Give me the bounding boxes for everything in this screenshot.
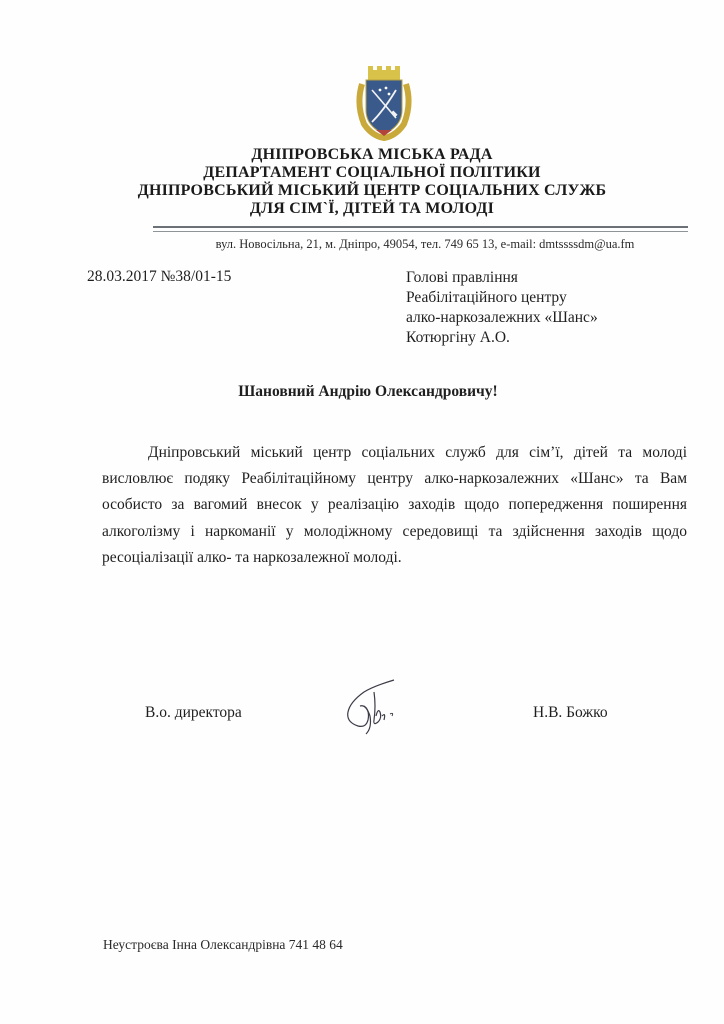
- document-date-number: 28.03.2017 №38/01-15: [87, 268, 232, 285]
- addressee-line: алко-наркозалежних «Шанс»: [406, 309, 598, 326]
- coat-of-arms-icon: [356, 64, 412, 142]
- signatory-name: Н.В. Божко: [533, 704, 608, 721]
- addressee-line: Голові правління: [406, 269, 518, 286]
- signatory-title: В.о. директора: [145, 704, 242, 721]
- handwritten-signature-icon: [340, 676, 410, 736]
- addressee-block: [406, 268, 598, 348]
- executor-contact: Неустроєва Інна Олександрівна 741 48 64: [103, 937, 343, 952]
- letterhead-divider-thick: [153, 226, 688, 228]
- letterhead-center-name-cont: ДЛЯ СІМ`Ї, ДІТЕЙ ТА МОЛОДІ: [249, 200, 495, 217]
- letterhead-divider-thin: [153, 231, 688, 232]
- letterhead-department-name: ДЕПАРТАМЕНТ СОЦІАЛЬНОЇ ПОЛІТИКИ: [203, 164, 541, 181]
- letter-body: Дніпровський міський центр соціальних служб для сім’ї, дітей та молоді висловлює подяку Реабілітаційному центру алко-наркозалежних «Шанс» та Вам особисто за вагомий внесок у реалізацію заходів щодо попередження поширення алкоголізму і наркоманії у молодіжному середовищі та здійснення заходів щодо ресоціалізації алко- та наркозалежної молоді.: [102, 444, 687, 566]
- addressee-line: Котюргіну А.О.: [406, 329, 510, 346]
- letterhead-council-name: ДНІПРОВСЬКА МІСЬКА РАДА: [251, 146, 493, 163]
- letterhead-center-name: ДНІПРОВСЬКИЙ МІСЬКИЙ ЦЕНТР СОЦІАЛЬНИХ СЛУЖБ: [137, 182, 607, 199]
- addressee-line: Реабілітаційного центру: [406, 289, 567, 306]
- letterhead-address: вул. Новосільна, 21, м. Дніпро, 49054, тел. 749 65 13, e-mail: dmtssssdm@ua.fm: [215, 237, 635, 251]
- greeting: Шановний Андрію Олександровичу!: [238, 383, 498, 400]
